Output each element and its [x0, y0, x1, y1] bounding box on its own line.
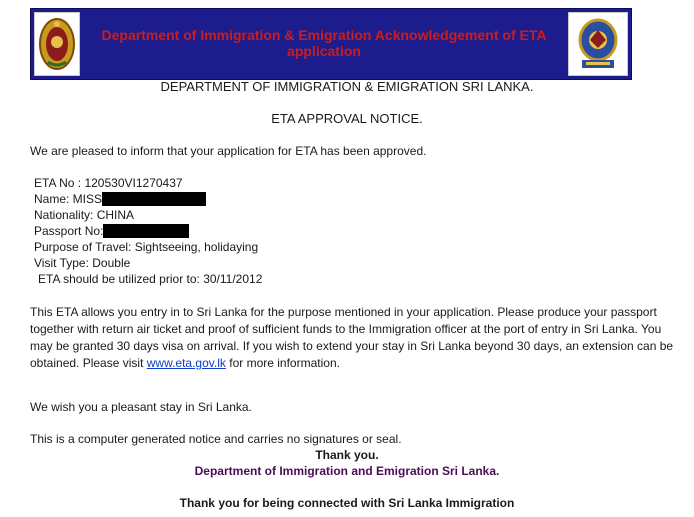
department-signoff: Department of Immigration and Emigration Sri Lanka.	[194, 464, 500, 478]
redacted-passport	[103, 224, 189, 238]
passport-label: Passport No:	[34, 224, 104, 238]
purpose-of-travel: Purpose of Travel: Sightseeing, holidaying	[34, 240, 259, 254]
connected-thanks: Thank you for being connected with Sri Lanka Immigration	[179, 496, 515, 510]
department-heading: DEPARTMENT OF IMMIGRATION & EMIGRATION SRI LANKA.	[160, 79, 534, 94]
body-text: This ETA allows you entry in to Sri Lanka for the purpose mentioned in your application. Please produce your passport together with return air ticket and proof of sufficient funds to the Immigration officer at the port of entry in Sri Lanka. You may be granted 30 days visa on arrival. If you wish to extend your stay in Sri Lanka beyond 30 days, an extension can be obtained. Please visit	[30, 305, 674, 370]
notice-title: ETA APPROVAL NOTICE.	[271, 111, 423, 126]
name-label: Name: MISS	[34, 192, 103, 206]
header-banner	[30, 8, 632, 80]
nationality: Nationality: CHINA	[34, 208, 135, 222]
thank-you-text: Thank you.	[315, 448, 379, 462]
body-text-end: for more information.	[225, 356, 340, 370]
wish-text: We wish you a pleasant stay in Sri Lanka.	[30, 400, 252, 414]
disclaimer-text: This is a computer generated notice and carries no signatures or seal.	[30, 432, 402, 446]
eta-website-link[interactable]: www.eta.gov.lk	[146, 356, 226, 370]
body-paragraph	[30, 304, 685, 372]
immigration-department-emblem-icon	[568, 12, 628, 76]
eta-number: ETA No : 120530VI1270437	[34, 176, 183, 190]
banner-title: Department of Immigration & Emigration Acknowledgement of ETA application	[101, 27, 547, 59]
utilize-by-date: ETA should be utilized prior to: 30/11/2012	[38, 272, 263, 286]
applicant-name	[34, 192, 206, 206]
passport-number	[34, 224, 189, 238]
sri-lanka-emblem-icon	[34, 12, 80, 76]
intro-text: We are pleased to inform that your application for ETA has been approved.	[30, 144, 427, 158]
visit-type: Visit Type: Double	[34, 256, 131, 270]
redacted-name	[102, 192, 206, 206]
